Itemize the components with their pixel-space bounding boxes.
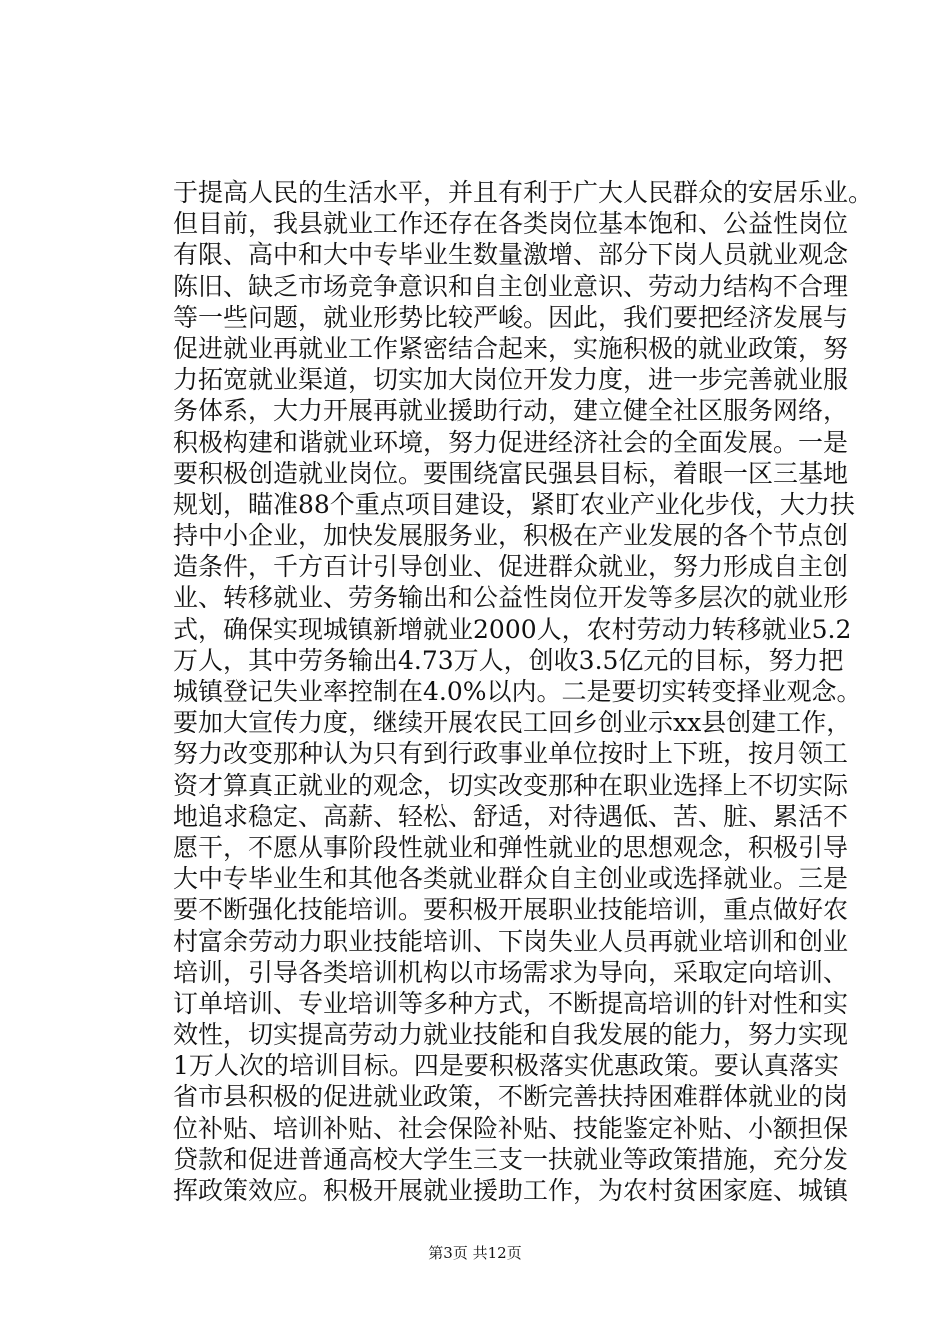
text-line: 要加大宣传力度，继续开展农民工回乡创业示xx县创建工作， — [173, 708, 852, 738]
text-line: 大中专毕业生和其他各类就业群众自主创业或选择就业。三是 — [173, 864, 849, 894]
text-line: 1万人次的培训目标。四是要积极落实优惠政策。要认真落实 — [173, 1051, 839, 1081]
text-line: 促进就业再就业工作紧密结合起来，实施积极的就业政策，努 — [173, 333, 849, 363]
page-footer: 第3页 共12页 — [428, 1244, 522, 1262]
text-line: 省市县积极的促进就业政策，不断完善扶持困难群体就业的岗 — [173, 1082, 849, 1112]
text-line: 陈旧、缺乏市场竞争意识和自主创业意识、劳动力结构不合理 — [173, 271, 849, 301]
text-line: 要不断强化技能培训。要积极开展职业技能培训，重点做好农 — [173, 895, 849, 925]
text-line: 于提高人民的生活水平，并且有利于广大人民群众的安居乐业。 — [173, 178, 874, 207]
text-line: 订单培训、专业培训等多种方式，不断提高培训的针对性和实 — [173, 988, 849, 1018]
text-line: 位补贴、培训补贴、社会保险补贴、技能鉴定补贴、小额担保 — [173, 1113, 849, 1143]
text-line: 城镇登记失业率控制在4.0%以内。二是要切实转变择业观念。 — [173, 677, 862, 706]
body-text — [173, 177, 874, 1206]
text-line: 努力改变那种认为只有到行政事业单位按时上下班，按月领工 — [173, 739, 849, 769]
text-line: 造条件，千方百计引导创业、促进群众就业，努力形成自主创 — [173, 552, 849, 582]
text-line: 积极构建和谐就业环境，努力促进经济社会的全面发展。一是 — [173, 427, 849, 457]
text-line: 要积极创造就业岗位。要围绕富民强县目标，着眼一区三基地 — [173, 458, 849, 488]
text-line: 培训，引导各类培训机构以市场需求为导向，采取定向培训、 — [173, 957, 849, 987]
text-line: 村富余劳动力职业技能培训、下岗失业人员再就业培训和创业 — [173, 926, 849, 956]
text-line: 持中小企业，加快发展服务业，积极在产业发展的各个节点创 — [173, 521, 849, 551]
text-line: 有限、高中和大中专毕业生数量激增、部分下岗人员就业观念 — [173, 240, 849, 270]
text-line: 资才算真正就业的观念，切实改变那种在职业选择上不切实际 — [173, 770, 849, 800]
text-line: 业、转移就业、劳务输出和公益性岗位开发等多层次的就业形 — [173, 583, 849, 613]
text-line: 规划，瞄准88个重点项目建设，紧盯农业产业化步伐，大力扶 — [173, 489, 855, 519]
text-line: 但目前，我县就业工作还存在各类岗位基本饱和、公益性岗位 — [173, 209, 849, 239]
text-line: 万人，其中劳务输出4.73万人，创收3.5亿元的目标，努力把 — [173, 645, 844, 675]
text-line: 式，确保实现城镇新增就业2000人，农村劳动力转移就业5.2 — [173, 614, 852, 644]
text-line: 等一些问题，就业形势比较严峻。因此，我们要把经济发展与 — [173, 302, 849, 332]
text-line: 愿干，不愿从事阶段性就业和弹性就业的思想观念，积极引导 — [173, 832, 849, 862]
text-line: 务体系，大力开展再就业援助行动，建立健全社区服务网络， — [173, 396, 849, 426]
text-line: 力拓宽就业渠道，切实加大岗位开发力度，进一步完善就业服 — [173, 365, 849, 395]
text-line: 挥政策效应。积极开展就业援助工作，为农村贫困家庭、城镇 — [173, 1176, 849, 1205]
text-line: 地追求稳定、高薪、轻松、舒适，对待遇低、苦、脏、累活不 — [173, 801, 849, 831]
text-line: 贷款和促进普通高校大学生三支一扶就业等政策措施，充分发 — [173, 1144, 849, 1174]
text-line: 效性，切实提高劳动力就业技能和自我发展的能力，努力实现 — [173, 1020, 849, 1050]
